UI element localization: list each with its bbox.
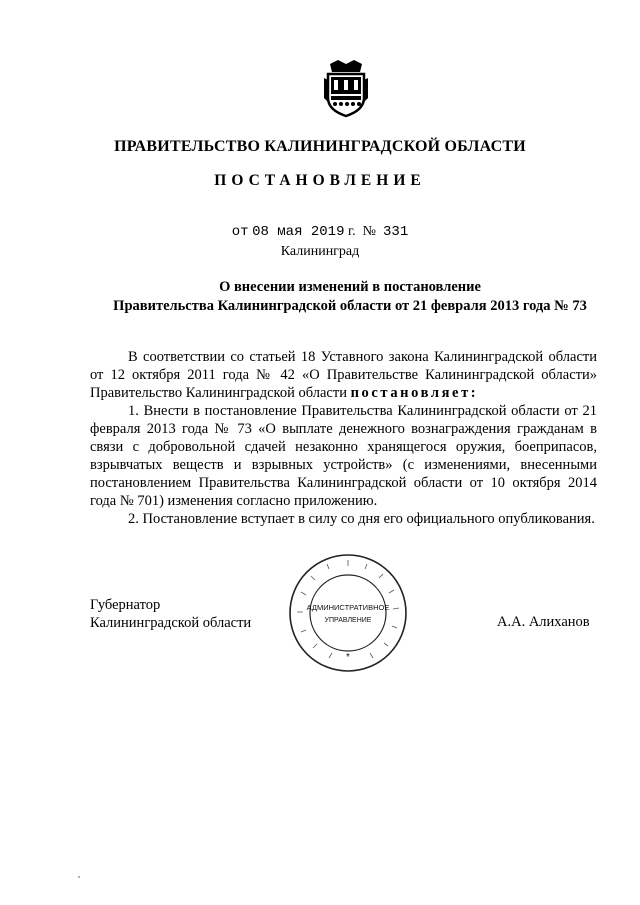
date-prefix: от: [231, 224, 249, 240]
document-type: ПОСТАНОВЛЕНИЕ: [214, 172, 426, 189]
signatory-title: [90, 596, 251, 632]
signatory-name: А.А. Алиханов: [497, 614, 590, 630]
date-value: 08 мая 2019: [252, 224, 345, 240]
subject-line-2: Правительства Калининградской области от 21 февраля 2013 года № 73: [113, 298, 587, 314]
year-suffix: г.: [347, 224, 356, 239]
subject-line-1: О внесении изменений в постановление: [219, 279, 481, 295]
city: Калининград: [280, 244, 360, 259]
signatory-title-line-2: Калининградской области: [90, 615, 252, 631]
government-title: ПРАВИТЕЛЬСТВО КАЛИНИНГРАДСКОЙ ОБЛАСТИ: [114, 138, 526, 155]
intro-paragraph: [90, 348, 597, 402]
document-number: 331: [383, 224, 409, 240]
item-1: 1. Внести в постановление Правительства Калининградской области от 21 февраля 2013 года № 73 «О выплате денежного вознаграждения гражданам в связи с добровольной сдачей незаконно хранящегося оружия, боеприпасов, взрывчатых веществ и взрывных устройств» (с изменениями, внесенными постановлением Правительства Калининградской области от 10 октября 2014 года № 701) изменения согласно приложению.: [90, 403, 597, 509]
coat-of-arms-icon: [316, 58, 376, 118]
stamp-center-line-2: УПРАВЛЕНИЕ: [324, 617, 372, 624]
stamp-star: *: [346, 652, 350, 663]
intro-text: В соответствии со статьей 18 Уставного закона Калининградской области от 12 октября 2011 года № 42 «О Правительстве Калининградской области» Правительство Калининградской области: [90, 349, 597, 401]
official-stamp: [287, 552, 409, 674]
number-sign: №: [362, 224, 377, 239]
date-number-line: [0, 224, 640, 240]
intro-emphasis: постановляет:: [350, 385, 479, 401]
body-text: [90, 348, 597, 528]
subject-title: [0, 278, 640, 316]
stamp-center-line-1: АДМИНИСТРАТИВНОЕ: [306, 603, 390, 612]
item-2: 2. Постановление вступает в силу со дня его официального опубликования.: [128, 511, 595, 527]
scan-artifact: [78, 876, 80, 878]
signatory-title-line-1: Губернатор: [90, 597, 161, 613]
